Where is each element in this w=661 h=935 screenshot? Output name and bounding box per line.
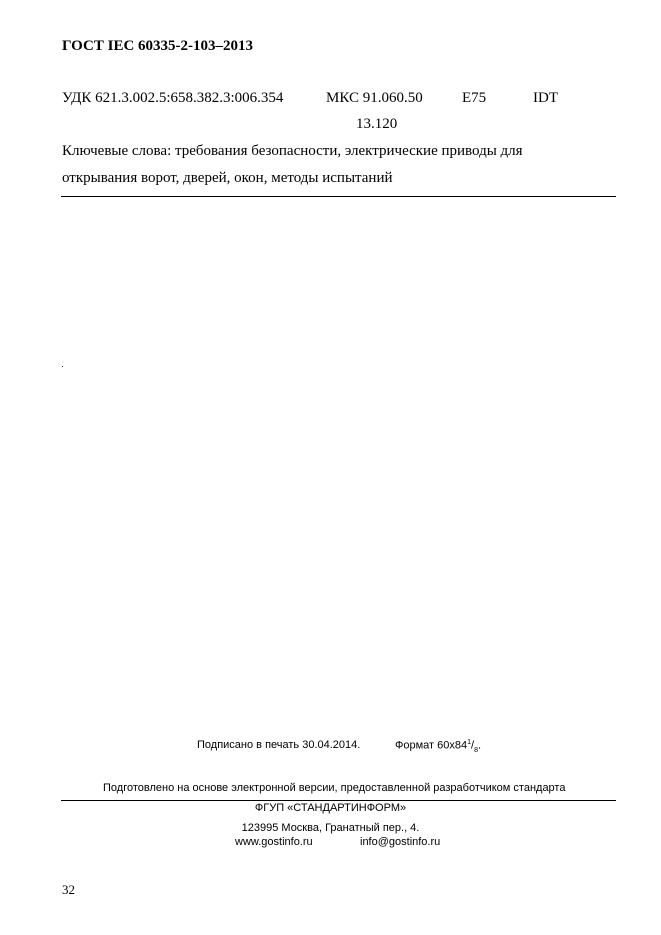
document-header-title: ГОСТ IEC 60335-2-103–2013 bbox=[62, 38, 254, 54]
prepared-note: Подготовлено на основе электронной версии, предоставленной разработчиком стандарта bbox=[103, 782, 566, 794]
mks-code-extra: 13.120 bbox=[356, 116, 398, 132]
mks-code: МКС 91.060.50 bbox=[326, 90, 423, 106]
udk-code: УДК 621.3.002.5:658.382.3:006.354 bbox=[62, 90, 284, 106]
imprint-divider bbox=[61, 800, 616, 801]
keywords-divider bbox=[61, 196, 616, 197]
keywords-line-1: Ключевые слова: требования безопасности, электрические приводы для bbox=[62, 143, 523, 159]
publisher-website-link[interactable]: www.gostinfo.ru bbox=[235, 836, 313, 848]
harmonization-degree: IDT bbox=[533, 90, 558, 106]
format-denominator: 8 bbox=[474, 746, 478, 754]
stray-mark bbox=[62, 366, 63, 367]
signed-for-print: Подписано в печать 30.04.2014. bbox=[197, 739, 361, 751]
publisher-name: ФГУП «СТАНДАРТИНФОРМ» bbox=[254, 802, 407, 814]
publisher-address: 123995 Москва, Гранатный пер., 4. bbox=[241, 822, 420, 834]
page-number: 32 bbox=[62, 882, 75, 897]
format-numerator: 1 bbox=[467, 739, 472, 746]
okp-code: E75 bbox=[462, 90, 487, 106]
paper-format: Формат $60х84^1/_8$. bbox=[395, 739, 482, 754]
publisher-email-link[interactable]: info@gostinfo.ru bbox=[360, 836, 441, 848]
format-suffix: . bbox=[477, 739, 482, 752]
format-prefix: Формат 60х84 bbox=[395, 739, 468, 752]
keywords-line-2: открывания ворот, дверей, окон, методы испытаний bbox=[62, 170, 393, 186]
